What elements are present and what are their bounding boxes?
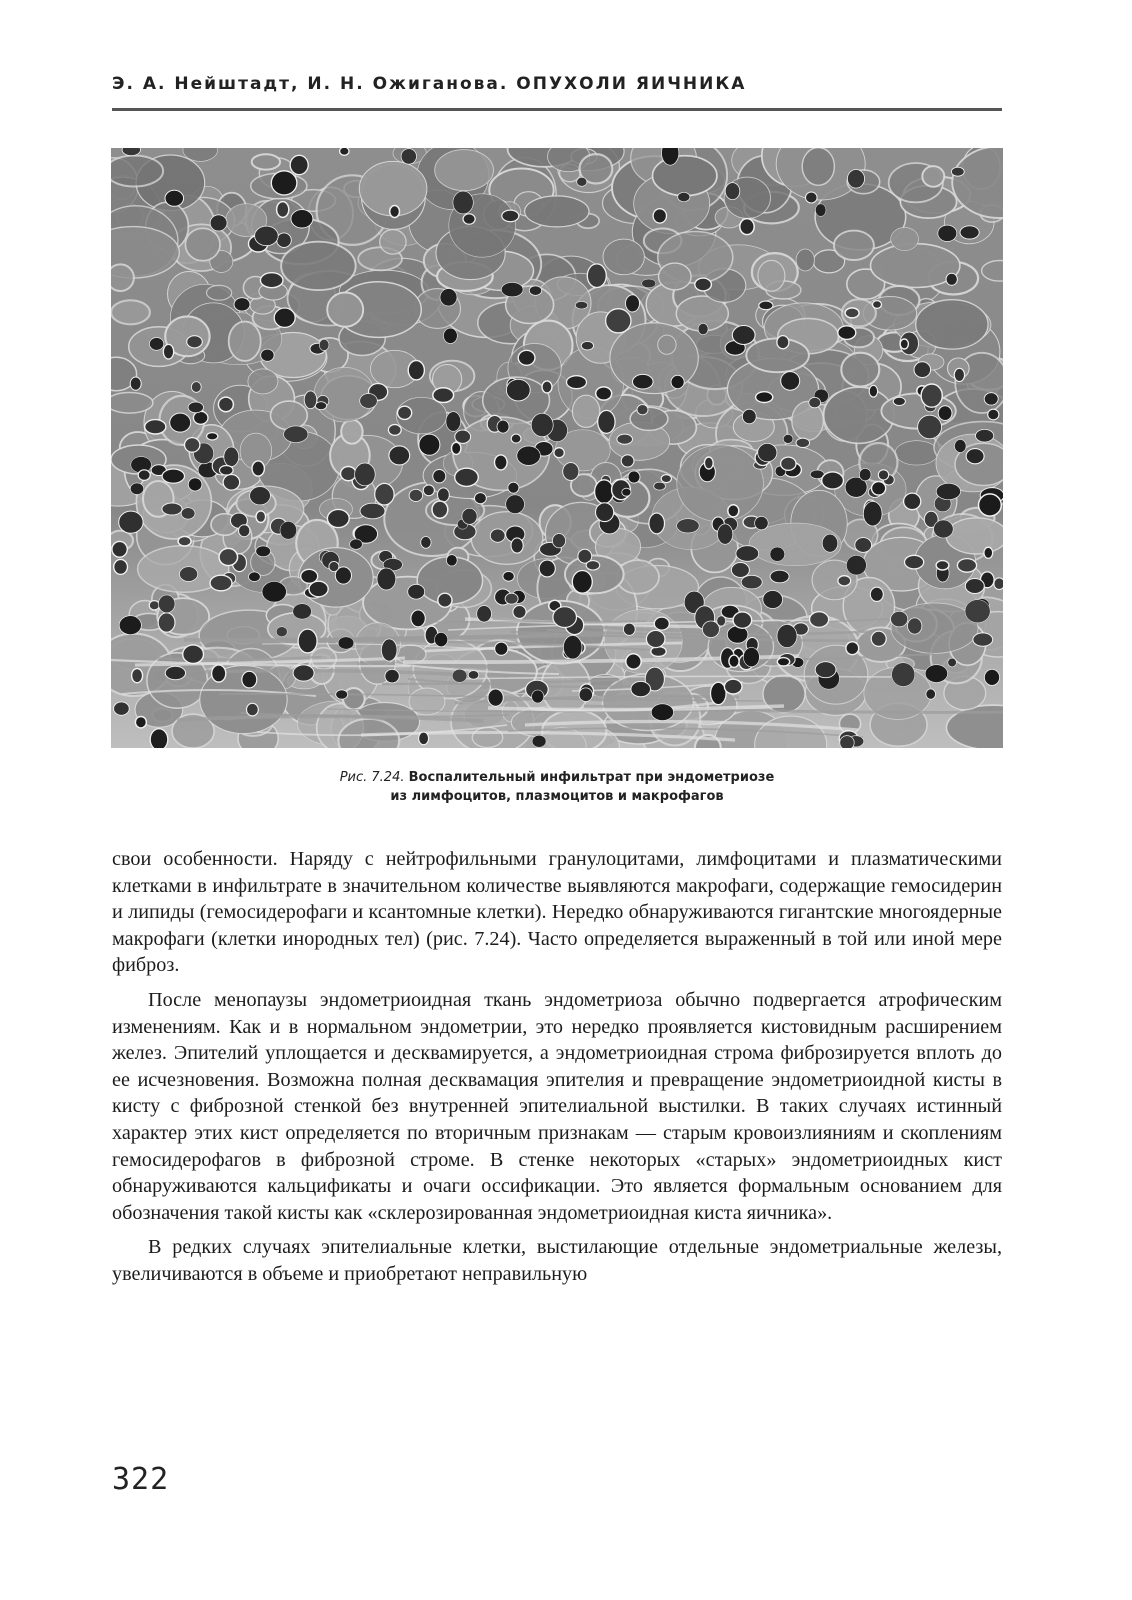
caption-line-1 bbox=[112, 768, 1002, 787]
paragraph: свои особенности. Наряду с нейтрофильными гранулоцитами, лимфоцитами и плазматическими клетками в инфильтрате в значительном количестве выявляются макрофаги, содержащие гемосидерин и липиды (гемосидерофаги и ксантомные клетки). Нередко обнаруживаются гигантские многоядерные макрофаги (клетки инородных тел) (рис. 7.24). Часто определяется выраженный в той или иной мере фиброз. bbox=[112, 848, 1002, 977]
figure-caption bbox=[112, 768, 1002, 806]
page-number: 322 bbox=[112, 1462, 170, 1497]
figure-label: Рис. 7.24. bbox=[339, 770, 405, 785]
micrograph-figure bbox=[111, 148, 1003, 748]
running-header bbox=[112, 74, 1002, 111]
caption-text-2: из лимфоцитов, плазмоцитов и макрофагов bbox=[390, 789, 724, 804]
paragraph: После менопаузы эндометриоидная ткань эндометриоза обычно подвергается атрофическим изменениям. Как и в нормальном эндометрии, это нередко проявляется кистовидным расширением желез. Эпителий уплощается и десквамируется, а эндометриоидная строма фиброзируется вплоть до ее исчезновения. Возможна полная десквамация эпителия и превращение эндометриоидной кисты в кисту с фиброзной стенкой без внутренней эпителиальной выстилки. В таких случаях истинный характер этих кист определяется по вторичным признакам — старым кровоизлияниям и скоплениям гемосидерофагов в фиброзной строме. В стенке некоторых «старых» эндометриоидных кист обнаруживаются кальцификаты и очаги оссификации. Это является формальным основанием для обозначения такой кисты как «склерозированная эндометриоидная киста яичника». bbox=[112, 988, 1002, 1224]
caption-text-1: Воспалительный инфильтрат при эндометриозе bbox=[408, 770, 775, 785]
running-title: Э. А. Нейштадт, И. Н. Ожиганова. ОПУХОЛИ ЯИЧНИКА bbox=[112, 74, 747, 94]
paragraph: В редких случаях эпителиальные клетки, выстилающие отдельные эндометриальные железы, увеличиваются в объеме и приобретают неправильную bbox=[112, 1236, 1002, 1285]
micrograph-image bbox=[111, 148, 1003, 748]
body-text bbox=[112, 846, 1002, 1296]
